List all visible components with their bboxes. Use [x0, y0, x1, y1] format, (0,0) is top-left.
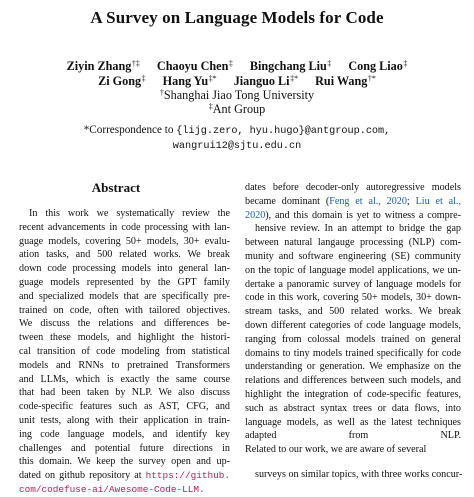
- text-line: guage models, covering 50+ models, 30+ evalu-: [19, 235, 230, 247]
- text-line: and specialized models that are specifically pre-: [19, 290, 230, 302]
- text-line: ranging from colossal models trained on general: [245, 333, 461, 345]
- text-line: cal transition of code modeling from statistical: [19, 345, 230, 357]
- author: Bingchang Liu‡: [249, 59, 332, 73]
- text-line: models and RNNs to pretrained Transformers: [19, 359, 230, 371]
- text-line: and LLMs, which is exactly the same course: [19, 373, 230, 385]
- citation-link[interactable]: Feng et al., 2020: [329, 195, 407, 207]
- text-line: dated on github repository at https://github.: [19, 470, 230, 482]
- text-line: challenges and potential future directions in: [19, 442, 230, 454]
- text-line: In this work we systematically review the: [29, 208, 230, 219]
- text-line: down different categories of code language models,: [245, 319, 461, 331]
- paper-title: A Survey on Language Models for Code: [90, 8, 384, 27]
- author: Zi Gong‡: [98, 74, 146, 88]
- author-block: [0, 56, 474, 114]
- citation-link[interactable]: Liu et al.,: [415, 195, 461, 207]
- text-line: language models, as well as the latest techniques: [245, 416, 461, 428]
- text-line: became dominant (Feng et al., 2020; Liu et al.,: [245, 195, 461, 207]
- text-line: guage models represented by the GPT family: [19, 276, 230, 288]
- text-line: tween these models, and highlight the histori-: [19, 332, 230, 344]
- text-line: ing code language models, and identify key: [19, 428, 230, 440]
- text-line: such as abstract syntax trees or data flows, into: [245, 402, 461, 414]
- text-span: domain is yet to witness a compre-: [308, 209, 461, 221]
- text-line: domains to tiny models trained specifically for code: [245, 347, 461, 359]
- text-line: recent advancements in code processing with lan-: [19, 221, 230, 233]
- text-line: Related to our work, we are aware of several: [245, 444, 427, 456]
- text-line: dates before decoder-only autoregressive models: [245, 182, 461, 193]
- text-line: between natural langauge processing (NLP) com-: [245, 237, 461, 249]
- abstract-heading: Abstract: [91, 180, 141, 195]
- text-line: surveys on similar topics, with three works concur-: [255, 468, 463, 480]
- correspondence: *Correspondence to {lijg.zero, hyu.hugo}@antgroup.com, wangrui12@sjtu.edu.cn: [0, 123, 474, 154]
- author: Ziyin Zhang†‡: [66, 59, 140, 73]
- author: Cong Liao‡: [348, 59, 408, 73]
- author: Hang Yu‡*: [162, 74, 217, 88]
- text-line: hensive review. In an attempt to bridge the gap: [255, 223, 461, 235]
- text-line: highlight the integration of code-specific features,: [245, 388, 461, 400]
- text-line: [245, 482, 461, 496]
- author: Chaoyu Chen‡: [156, 59, 233, 73]
- text-line: munity and software engineering (SE) community: [245, 250, 461, 262]
- text-line: understanding or generation. We emphasize on the: [245, 361, 461, 373]
- text-line: that had been taken by NLP. We also discuss: [19, 387, 230, 399]
- author: Jianguo Li‡*: [233, 74, 299, 88]
- affiliation: ‡Ant Group: [208, 102, 266, 116]
- text-line: We discuss the relations and differences be-: [19, 318, 230, 330]
- text-line: on the topic of language model applications, we un-: [245, 264, 461, 276]
- email-link[interactable]: wangrui12@sjtu.edu.cn: [172, 140, 302, 152]
- text-line: stream tasks, and 500 related works. We break: [245, 306, 461, 318]
- text-line: adapted from NLP.: [245, 430, 461, 442]
- text-line: unit tests, along with their application in train-: [19, 414, 230, 426]
- text-line: dertake a panoramic survey of language models for: [245, 278, 461, 290]
- text-line: relations and differences between such models, and: [245, 375, 461, 387]
- author: Rui Wang†*: [315, 74, 376, 88]
- author-row-1: [0, 56, 474, 71]
- repo-link[interactable]: com/codefuse-ai/Awesome-Code-LLM.: [19, 483, 205, 495]
- text-line: code-specific features such as AST, CFG, and: [19, 401, 230, 413]
- text-line: 2020), and this domain is yet to witness a compre-: [245, 209, 461, 221]
- text-line: ation tasks, and 500 related works. We break: [19, 249, 230, 261]
- text-line: this domain. We keep the survey open and up-: [19, 456, 230, 468]
- paragraph-gap: [245, 457, 461, 468]
- text-line: trained on code, often with tailored objectives.: [19, 304, 230, 316]
- introduction-text: [245, 181, 461, 496]
- text-line: [19, 483, 230, 497]
- citation-link[interactable]: 2020: [245, 209, 266, 221]
- email-link[interactable]: {lijg.zero, hyu.hugo}@antgroup.com,: [176, 126, 391, 137]
- text-line: down code processing models into general lan-: [19, 263, 230, 275]
- text-line: code in this work, covering 50+ models, 30+ down-: [245, 292, 461, 304]
- abstract-text: [19, 207, 230, 497]
- repo-link[interactable]: https://github.: [145, 470, 230, 482]
- affiliation: †Shanghai Jiao Tong University: [159, 88, 315, 102]
